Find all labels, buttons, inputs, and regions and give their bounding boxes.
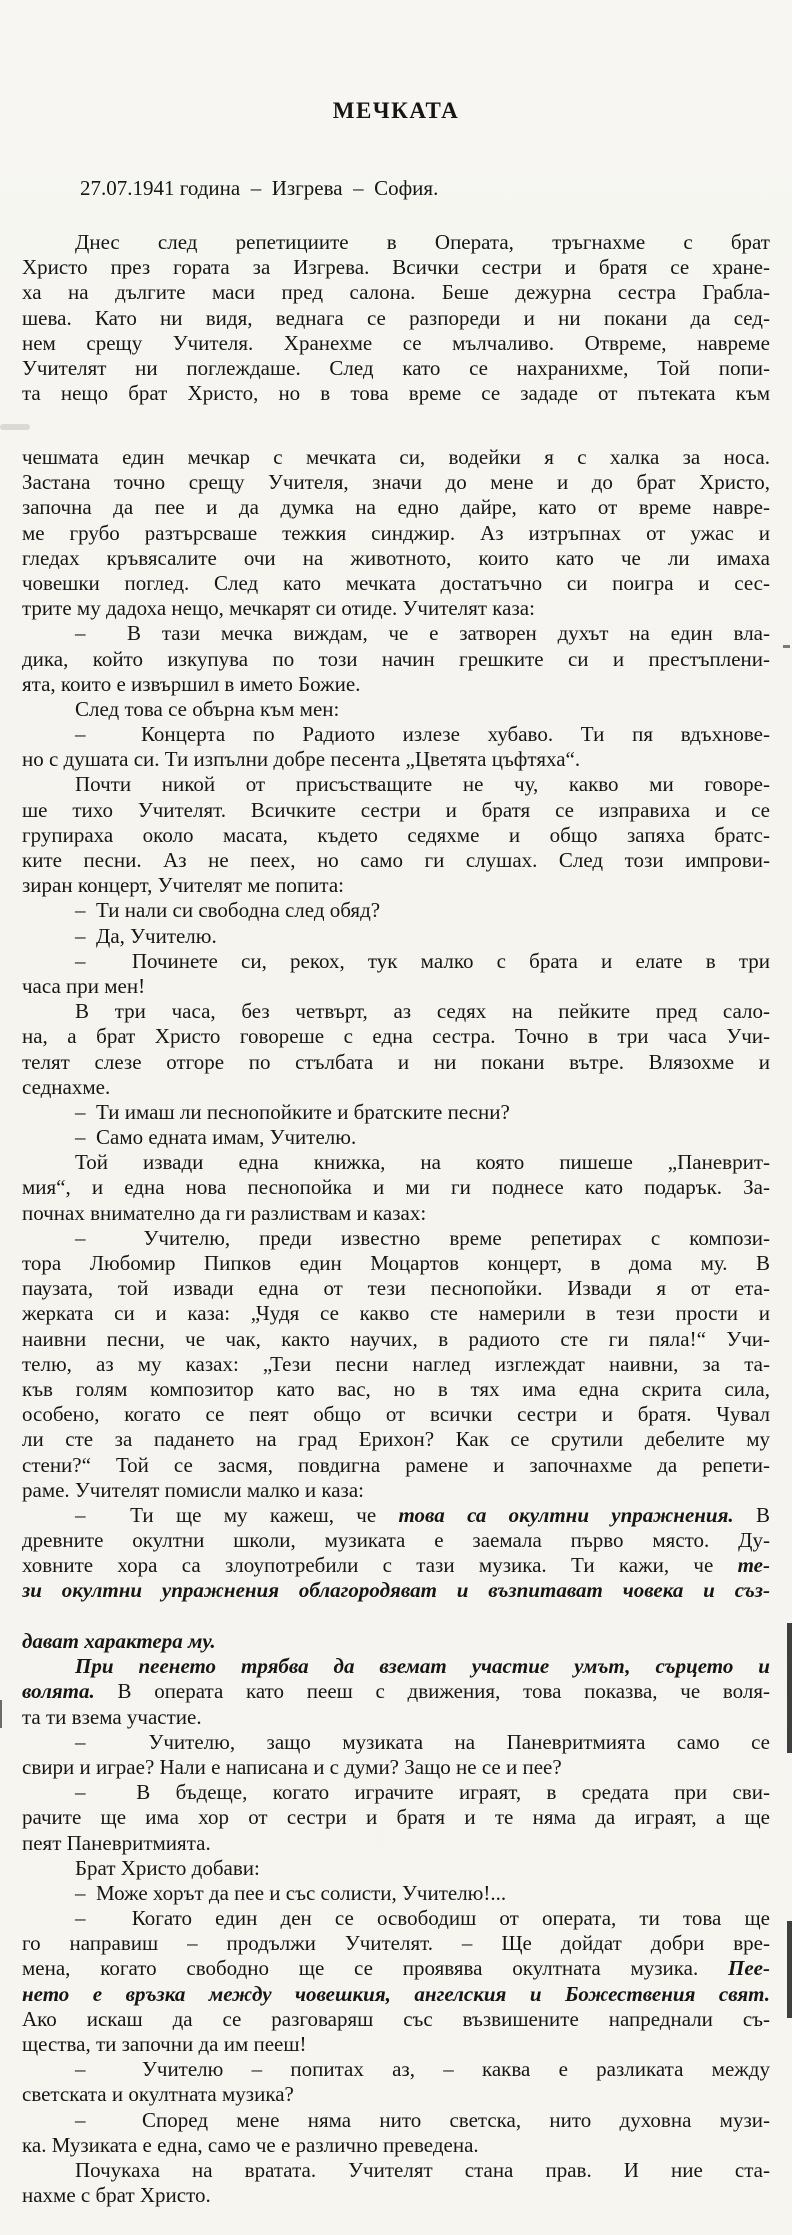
text-line: зиран концерт, Учителят ме попита: — [22, 873, 344, 898]
text-line: наивни песни, че чак, както научих, в радиото сте ги пяла!“ Учи- — [22, 1326, 770, 1351]
text-line: – Починете си, рекох, тук малко с брата и елате в три — [75, 948, 770, 973]
text-line — [22, 1578, 770, 1603]
text-line: групираха около масата, където седяхме и общо запяха братс- — [22, 822, 770, 847]
text-line: мия“, и една нова песнопойка и ми ги поднесе като подарък. За- — [22, 1175, 770, 1200]
text-line: Почти никой от присъстващите не чу, какво ми говоре- — [75, 772, 770, 797]
text-line: ките песни. Аз не пеех, но само ги слушах. След този импрови- — [22, 848, 770, 872]
text-line: телю, аз му казах: „Тези песни наглед изглеждат наивни, за та- — [22, 1351, 770, 1376]
scan-artifact-smudge — [0, 424, 30, 430]
text-line: След това се обърна към мен: — [75, 696, 340, 721]
text-line: започна да пее и да думка на едно дайре, като от време навре- — [22, 495, 770, 520]
scan-artifact-right-bar-1 — [787, 1623, 792, 1753]
text-line: пеят Паневритмията. — [22, 1830, 211, 1855]
text-line: часа при мен! — [22, 973, 146, 998]
text-line: – Учителю, преди известно време репетирах с компози- — [75, 1225, 770, 1250]
text-line: – Според мене няма нито светска, нито духовна музи- — [75, 2107, 770, 2132]
text-line — [22, 1629, 770, 1654]
text-line: та ти взема участие. — [22, 1704, 202, 1729]
text-line: ше тихо Учителят. Всичките сестри и братя се изправиха и се — [22, 797, 770, 822]
page-block-3 — [22, 1629, 770, 2208]
text-line — [22, 1654, 770, 1679]
emphasized-text: волята. — [22, 1679, 95, 1704]
scan-artifact-right-bar-2 — [787, 1921, 792, 2018]
text-line: паузата, той извади една от тези песнопойки. Извади я от ета- — [22, 1276, 770, 1301]
text-line: Брат Христо добави: — [75, 1855, 260, 1880]
text-line: къв голям композитор като вас, но в тях има една скрита сила, — [22, 1376, 770, 1401]
text-line: мена, когато свободно ще се проявява окултната музика. Пее- — [22, 1956, 770, 1981]
text-line — [22, 1982, 770, 2007]
page-block-1 — [22, 230, 770, 406]
text-line: тора Любомир Пипков един Моцартов концерт, в дома му. В — [22, 1251, 770, 1275]
text-line: – Учителю, защо музиката на Паневритмията само се — [75, 1729, 770, 1754]
text-line: рачите ще има хор от сестри и братя и те няма да играят, а ще — [22, 1805, 770, 1830]
text-line: – Концерта по Радиото излезе хубаво. Ти пя вдъхнове- — [75, 722, 770, 747]
text-line: – Когато един ден се освободиш от операта, ти това ще — [75, 1906, 770, 1931]
text-line: Христо през гората за Изгрева. Всички сестри и братя се хране- — [22, 255, 770, 280]
text-line: та нещо брат Христо, но в това време се зададе от пътеката към — [22, 381, 770, 406]
text-line: стени?“ Той се засмя, повдигна рамене и започнахме да репети- — [22, 1452, 770, 1477]
emphasized-text: дават характера му. — [22, 1629, 216, 1653]
text-line: раме. Учителят помисли малко и каза: — [22, 1477, 364, 1502]
text-line: ме грубо разтърсваше тежкия синджир. Аз изтръпнах от ужас и — [22, 520, 770, 545]
text-line: човешки поглед. След като мечката достатъчно си поигра и сес- — [22, 570, 770, 595]
text-line: телят слезе отгоре по стълбата и ни покани вътре. Влязохме и — [22, 1049, 770, 1074]
emphasized-text: Пее- — [728, 1956, 770, 1981]
text-line: Учителят ни поглеждаше. След като се нахранихме, Той попи- — [22, 355, 770, 380]
text-line: на, а брат Христо говореше с една сестра. Точно в три часа Учи- — [22, 1024, 770, 1049]
text-line: шева. Като ни видя, веднага се разпореди и ни покани да сед- — [22, 305, 770, 330]
emphasized-text: това са окултни упражнения. — [398, 1502, 734, 1527]
emphasized-text: те- — [737, 1553, 770, 1578]
text-line: нем срещу Учителя. Хранехме се мълчаливо. Отвреме, навреме — [22, 330, 770, 355]
text-line: нахме с брат Христо. — [22, 2183, 211, 2208]
text-line: щества, ти започни да им пееш! — [22, 2032, 307, 2056]
text-line: Почукаха на вратата. Учителят стана прав. И ние ста- — [75, 2157, 770, 2182]
text-line: – В тази мечка виждам, че е затворен духът на един вла- — [75, 621, 770, 646]
scan-artifact-left-bar — [0, 1700, 2, 1728]
text-line: трите му дадоха нещо, мечкарят си отиде. Учителят каза: — [22, 596, 535, 621]
text-line: особено, когато се пеят общо от всички сестри и братя. Чувал — [22, 1402, 770, 1427]
text-line: ха на дългите маси пред салона. Беше дежурна сестра Грабла- — [22, 280, 770, 305]
emphasized-text: зи окултни упражнения облагородяват и възпитават човека и съз- — [22, 1578, 770, 1603]
text-line: ли сте за падането на град Ерихон? Как се срутили дебелите му — [22, 1427, 770, 1452]
text-line: – В бъдеще, когато играчите играят, в средата при сви- — [75, 1780, 770, 1805]
text-line: но с душата си. Ти изпълни добре песента „Цветята цъфтяха“. — [22, 747, 581, 772]
text-line: дика, който изкупува по този начин грешките си и престъплени- — [22, 646, 770, 671]
text-line: ка. Музиката е една, само че е различно преведена. — [22, 2132, 479, 2157]
text-line: Застана точно срещу Учителя, значи до мене и до брат Христо, — [22, 470, 770, 495]
text-line: жерката си и каза: „Чудя се какво сте намерили в тези прости и — [22, 1301, 770, 1326]
text-line: – Ти имаш ли песнопойките и братските песни? — [75, 1099, 510, 1124]
text-line: гледах кръвясалите очи на животното, които като че ли имаха — [22, 545, 770, 570]
text-line: свири и играе? Нали е написана и с думи? Защо не се и пее? — [22, 1754, 562, 1779]
text-line: – Ти ще му кажеш, че това са окултни упражнения. В — [75, 1502, 770, 1527]
dateline: 27.07.1941 година – Изгрева – София. — [80, 176, 439, 200]
text-line: древните окултни школи, музиката е заемала първо място. Ду- — [22, 1528, 770, 1553]
text-line: – Ти нали си свободна след обяд? — [75, 898, 381, 923]
text-line: – Само едната имам, Учителю. — [75, 1125, 357, 1150]
text-line: ята, които е извършил в името Божие. — [22, 671, 361, 696]
text-line: седнахме. — [22, 1074, 111, 1099]
scan-artifact-speck — [783, 645, 790, 648]
text-line: Той извади една книжка, на която пишеше „Паневрит- — [75, 1150, 770, 1175]
text-line: ховните хора са злоупотребили с тази музика. Ти кажи, че те- — [22, 1553, 770, 1578]
text-line: го направиш – продължи Учителят. – Ще дойдат добри вре- — [22, 1931, 770, 1956]
text-line: Ако искаш да се разговаряш със възвишените напреднали съ- — [22, 2006, 770, 2031]
page-title: МЕЧКАТА — [332, 98, 460, 123]
text-line: – Да, Учителю. — [75, 923, 217, 948]
page-block-2 — [22, 445, 770, 1604]
emphasized-text: нето е връзка между човешкия, ангелския и Божествения свят. — [22, 1981, 770, 2006]
text-line: чешмата един мечкар с мечката си, водейки я с халка за носа. — [22, 445, 770, 469]
text-line: – Учителю – попитах аз, – каква е разликата между — [75, 2057, 770, 2082]
text-line: волята. В операта като пееш с движения, това показва, че воля- — [22, 1679, 770, 1704]
text-line: почнах внимателно да ги разлиствам и казах: — [22, 1200, 427, 1225]
emphasized-text: При пеенето трябва да вземат участие умът, сърцето и — [75, 1654, 770, 1679]
text-line: В три часа, без четвърт, аз седях на пейките пред сало- — [75, 999, 770, 1024]
text-line: Днес след репетициите в Операта, тръгнахме с брат — [75, 230, 770, 254]
text-line: – Може хорът да пее и със солисти, Учителю!... — [75, 1880, 507, 1905]
text-line: светската и окултната музика? — [22, 2082, 294, 2107]
